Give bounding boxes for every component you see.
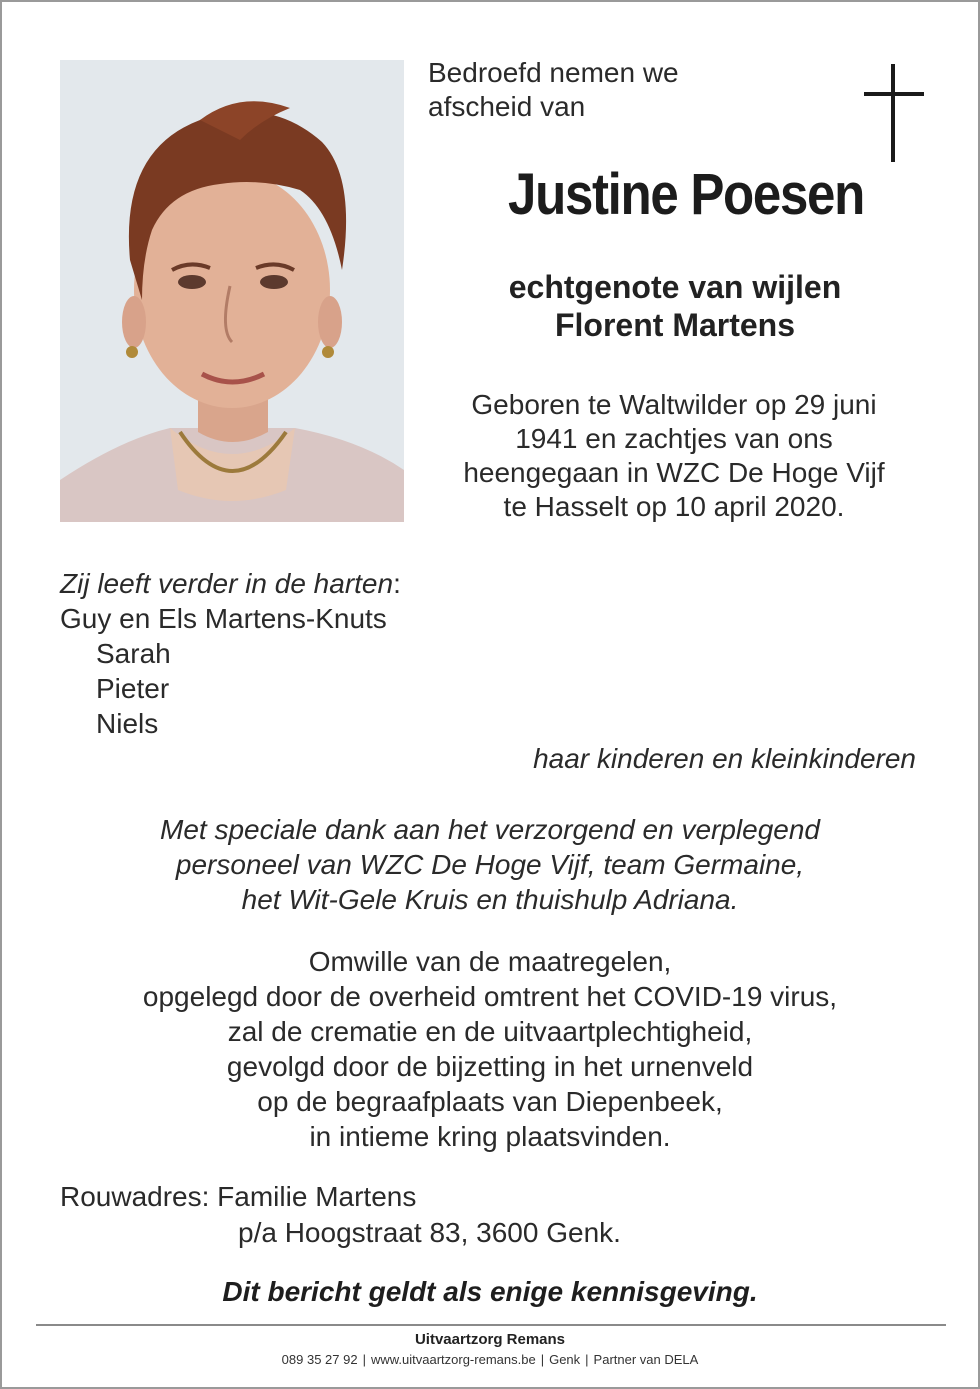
ceremony-line: Omwille van de maatregelen, [308, 946, 672, 977]
intro-line: Bedroefd nemen we [428, 57, 679, 88]
spouse-line: echtgenote van wijlen [508, 269, 842, 305]
company-contact [2, 1351, 978, 1369]
survivors-heading-text: Zij leeft verder in de harten [60, 568, 394, 599]
thanks-line: het Wit-Gele Kruis en thuishulp Adriana. [241, 884, 739, 915]
intro-text [428, 56, 679, 124]
ceremony-line: zal de crematie en de uitvaartplechtigheid, [227, 1016, 753, 1047]
survivors-list [60, 566, 401, 741]
portrait-photo [60, 60, 404, 522]
grandchild-name: Pieter [96, 673, 170, 704]
company-city: Genk [549, 1352, 581, 1367]
birth-death-info [422, 388, 926, 524]
thanks-line: personeel van WZC De Hoge Vijf, team Germaine, [175, 849, 805, 880]
birth-line: te Hasselt op 10 april 2020. [503, 491, 845, 522]
grandchild-name: Niels [96, 708, 159, 739]
survivors-family: Guy en Els Martens-Knuts [60, 603, 387, 634]
mourning-address-street: p/a Hoogstraat 83, 3600 Genk. [238, 1217, 621, 1248]
grandchild-name: Sarah [96, 638, 171, 669]
birth-line: heengegaan in WZC De Hoge Vijf [463, 457, 885, 488]
mourning-address: Rouwadres: Familie Martens [60, 1181, 417, 1212]
survivors-relation: haar kinderen en kleinkinderen [533, 743, 916, 774]
ceremony-line: op de begraafplaats van Diepenbeek, [257, 1086, 723, 1117]
ceremony-line: gevolgd door de bijzetting in het urnenveld [226, 1051, 754, 1082]
separator: | [540, 1352, 545, 1367]
separator: | [362, 1352, 366, 1367]
footer-divider [36, 1324, 946, 1326]
birth-line: 1941 en zachtjes van ons [515, 423, 833, 454]
spouse-info [422, 268, 928, 344]
ceremony-line: in intieme kring plaatsvinden. [309, 1121, 671, 1152]
notice-text: Dit bericht geldt als enige kennisgeving. [222, 1276, 758, 1307]
birth-line: Geboren te Waltwilder op 29 juni [471, 389, 877, 420]
survivors-heading-colon: : [393, 568, 401, 599]
thanks-line: Met speciale dank aan het verzorgend en verplegend [160, 814, 820, 845]
spouse-line: Florent Martens [554, 307, 796, 343]
deceased-name: Justine Poesen [508, 162, 864, 227]
survivors-heading [60, 566, 401, 601]
ceremony-text [2, 944, 978, 1154]
company-phone: 089 35 27 92 [281, 1352, 358, 1367]
intro-line: afscheid van [428, 91, 586, 122]
company-website[interactable]: www.uitvaartzorg-remans.be [370, 1352, 536, 1367]
company-partner: Partner van DELA [593, 1352, 699, 1367]
funeral-company: Uitvaartzorg Remans [414, 1331, 566, 1348]
cross-icon [864, 64, 924, 162]
thanks-text [2, 812, 978, 917]
ceremony-line: opgelegd door de overheid omtrent het COVID-19 virus, [142, 981, 838, 1012]
separator: | [585, 1352, 589, 1367]
